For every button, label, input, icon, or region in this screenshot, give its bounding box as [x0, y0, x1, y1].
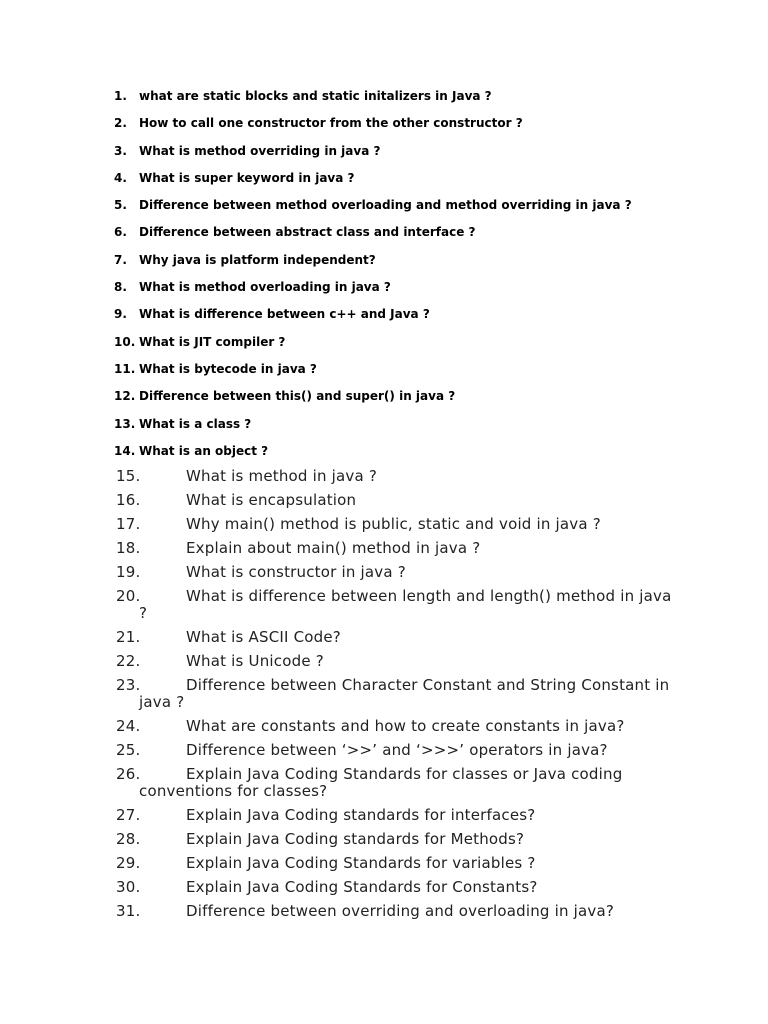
list-item	[114, 334, 714, 361]
item-number: 11.	[114, 361, 136, 376]
item-number: 6.	[114, 225, 127, 240]
item-text: What is difference between c++ and Java ?	[139, 307, 430, 322]
item-text: What is an object ?	[139, 443, 269, 458]
item-number: 17.	[116, 515, 141, 533]
list-item	[116, 718, 684, 735]
list-item	[116, 468, 684, 485]
item-text: Explain Java Coding Standards for variables ?	[186, 854, 536, 872]
item-number: 3.	[114, 143, 127, 158]
list-item	[114, 197, 714, 224]
list-item	[116, 629, 684, 646]
list-item	[116, 564, 684, 581]
item-number: 28.	[116, 830, 141, 848]
item-number: 8.	[114, 280, 127, 295]
item-text: What is JIT compiler ?	[139, 334, 286, 349]
item-text: Explain Java Coding standards for interfaces?	[186, 806, 536, 824]
list-item	[116, 540, 684, 557]
item-number: 9.	[114, 307, 127, 322]
list-item	[116, 492, 684, 509]
item-number: 2.	[114, 116, 127, 131]
item-text: Explain Java Coding Standards for Constants?	[186, 878, 538, 896]
list-item	[114, 279, 714, 306]
item-number: 7.	[114, 252, 127, 267]
item-number: 4.	[114, 170, 127, 185]
list-item	[114, 361, 714, 388]
item-number: 25.	[116, 741, 141, 759]
item-text: what are static blocks and static initalizers in Java ?	[139, 89, 492, 103]
item-number: 5.	[114, 198, 127, 213]
item-number: 23.	[116, 676, 141, 694]
item-text: Difference between overriding and overloading in java?	[186, 902, 615, 920]
item-text: What is difference between length and length() method in java ?	[139, 587, 672, 622]
item-text: How to call one constructor from the other constructor ?	[139, 116, 523, 131]
question-list-plain	[116, 468, 684, 927]
list-item	[114, 252, 714, 279]
item-text: What is method overriding in java ?	[139, 143, 381, 158]
list-item	[114, 170, 714, 197]
item-number: 12.	[114, 389, 136, 404]
item-text: What is method overloading in java ?	[139, 280, 391, 295]
list-item	[116, 677, 684, 711]
list-item	[114, 88, 714, 115]
list-item	[114, 388, 714, 415]
item-text: Explain Java Coding Standards for classes or Java coding conventions for classes?	[139, 765, 623, 800]
list-item	[116, 653, 684, 670]
item-number: 21.	[116, 628, 141, 646]
item-number: 19.	[116, 563, 141, 581]
item-number: 18.	[116, 539, 141, 557]
item-number: 20.	[116, 587, 141, 605]
list-item	[116, 807, 684, 824]
item-text: Why main() method is public, static and void in java ?	[186, 515, 601, 533]
list-item	[116, 879, 684, 896]
item-text: Difference between ‘>>’ and ‘>>>’ operators in java?	[186, 741, 608, 759]
list-item	[114, 224, 714, 251]
item-number: 31.	[116, 902, 141, 920]
item-number: 22.	[116, 652, 141, 670]
item-number: 14.	[114, 443, 136, 458]
item-text: What is Unicode ?	[186, 652, 324, 670]
item-number: 26.	[116, 765, 141, 783]
item-text: What are constants and how to create constants in java?	[186, 717, 625, 735]
list-item	[114, 115, 714, 142]
item-text: Difference between Character Constant and String Constant in java ?	[139, 676, 670, 711]
item-number: 10.	[114, 334, 136, 349]
item-text: What is ASCII Code?	[186, 628, 341, 646]
item-number: 15.	[116, 467, 141, 485]
item-text: What is a class ?	[139, 416, 252, 431]
list-item	[116, 742, 684, 759]
item-number: 30.	[116, 878, 141, 896]
list-item	[114, 143, 714, 170]
item-text: Explain about main() method in java ?	[186, 539, 481, 557]
item-text: What is encapsulation	[186, 491, 357, 509]
item-number: 13.	[114, 416, 136, 431]
item-text: What is constructor in java ?	[186, 563, 406, 581]
list-item	[116, 855, 684, 872]
item-number: 29.	[116, 854, 141, 872]
item-number: 16.	[116, 491, 141, 509]
list-item	[116, 766, 684, 800]
item-number: 1.	[114, 89, 127, 103]
item-number: 24.	[116, 717, 141, 735]
item-text: What is super keyword in java ?	[139, 170, 355, 185]
list-item	[114, 306, 714, 333]
item-text: Explain Java Coding standards for Methods?	[186, 830, 525, 848]
item-text: What is bytecode in java ?	[139, 361, 317, 376]
list-item	[116, 516, 684, 533]
item-text: Difference between method overloading and method overriding in java ?	[139, 198, 632, 213]
list-item	[116, 903, 684, 920]
item-text: Difference between this() and super() in java ?	[139, 389, 456, 404]
item-number: 27.	[116, 806, 141, 824]
list-item	[114, 416, 714, 443]
list-item	[116, 588, 684, 622]
item-text: Difference between abstract class and interface ?	[139, 225, 476, 240]
item-text: Why java is platform independent?	[139, 252, 376, 267]
list-item	[116, 831, 684, 848]
item-text: What is method in java ?	[186, 467, 378, 485]
question-list-bold	[114, 88, 714, 470]
